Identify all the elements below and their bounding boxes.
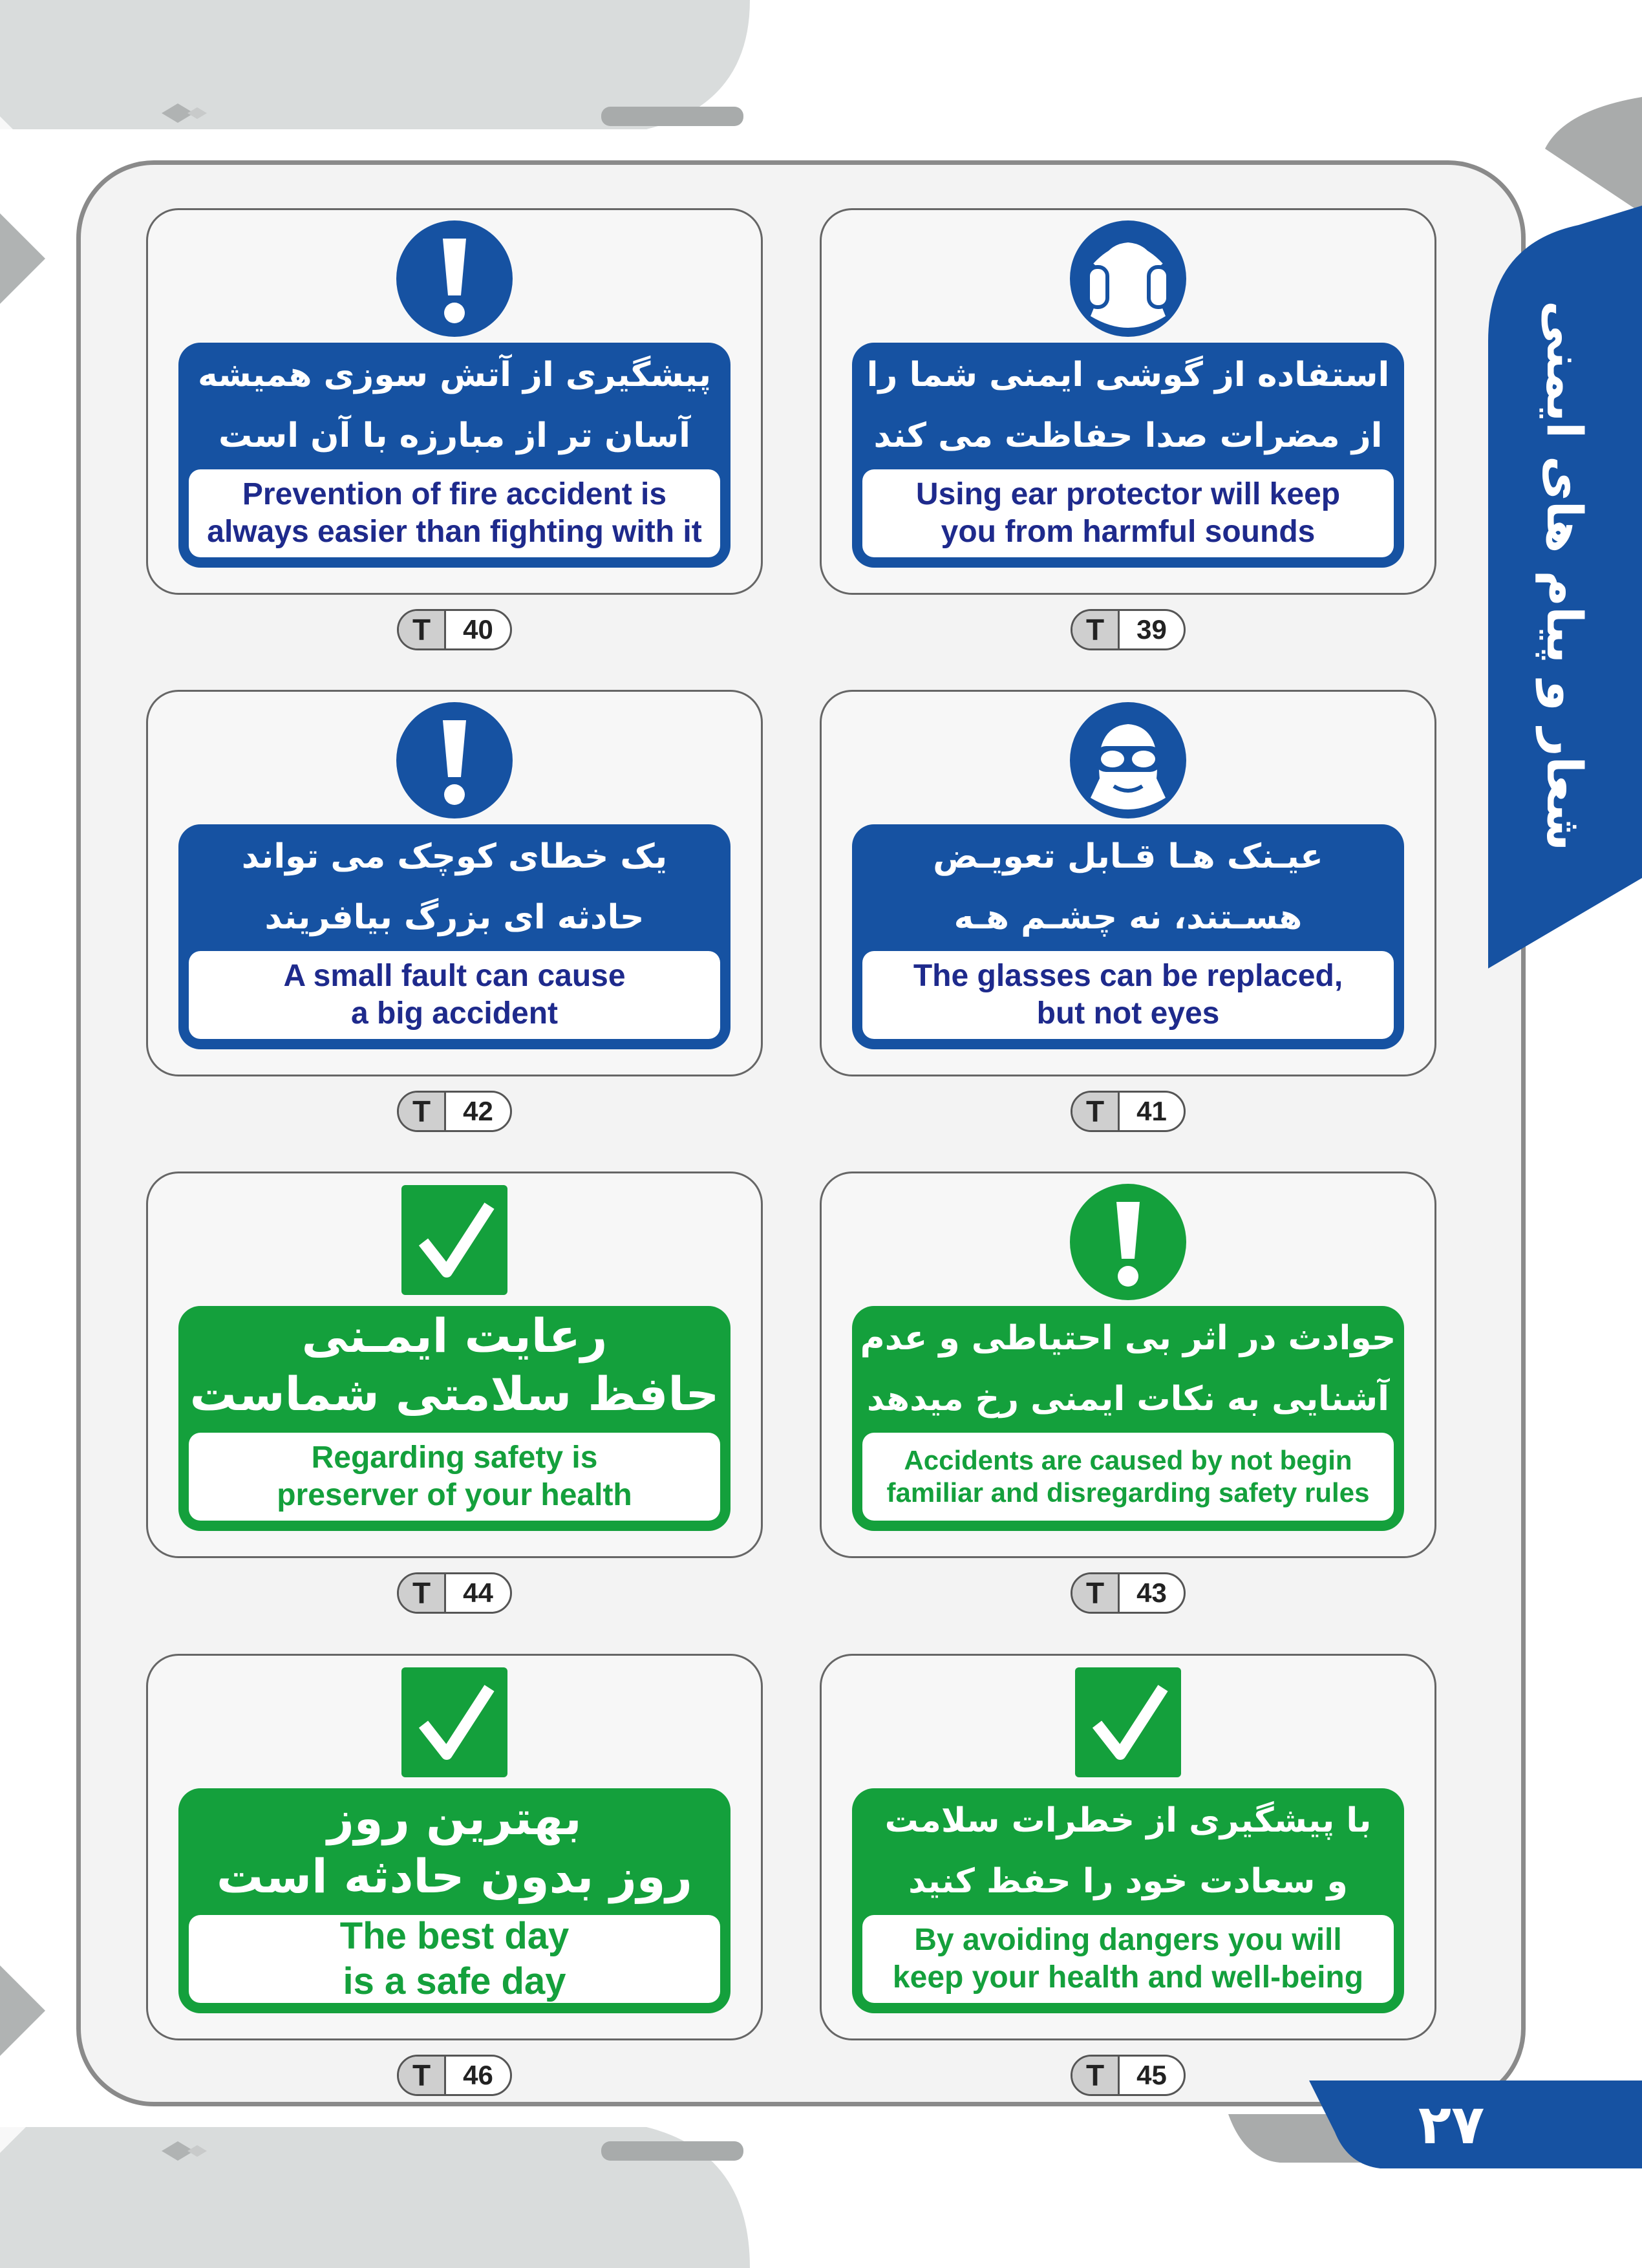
sign-plate: [852, 1306, 1404, 1531]
english-text-line-2: preserver of your health: [277, 1478, 632, 1512]
exclamation-icon: [395, 701, 514, 820]
sign-code-badge: [1071, 609, 1186, 650]
code-number: 43: [1136, 1578, 1167, 1608]
persian-text-line-1: بهترین روز: [327, 1791, 582, 1845]
code-number: 40: [463, 614, 493, 645]
code-letter: T: [399, 1093, 446, 1130]
persian-text-line-2: آشنایی به نکات ایمنی رخ میدهد: [867, 1380, 1389, 1418]
sign-code-badge: [397, 609, 512, 650]
sign-plate: [178, 343, 730, 568]
persian-text-line-2: از مضرات صدا حفاظت می کند: [873, 416, 1383, 455]
persian-text-line-1: حوادث در اثر بی احتیاطی و عدم: [860, 1319, 1396, 1358]
persian-text-line-2: هسـتند، نه چشـم هـه: [954, 898, 1303, 937]
persian-text-line-1: یک خطای کوچک می تواند: [241, 837, 668, 876]
persian-text-line-1: عیـنک هـا قـابل تعویـض: [933, 837, 1323, 876]
english-text-line-1: Accidents are caused by not begin: [904, 1445, 1352, 1475]
code-letter: T: [1072, 611, 1120, 648]
page-number: ۲۷: [1418, 2093, 1485, 2156]
english-text-line-1: By avoiding dangers you will: [914, 1923, 1342, 1957]
sign-code-badge: [397, 2055, 512, 2096]
english-text-line-1: Regarding safety is: [311, 1440, 598, 1475]
english-text-box: [189, 1915, 720, 2003]
sign-card: [820, 1654, 1436, 2040]
code-letter: T: [1072, 1093, 1120, 1130]
ear-protection-icon: [1069, 219, 1188, 338]
english-text-line-2: familiar and disregarding safety rules: [886, 1477, 1370, 1508]
sign-plate: [852, 343, 1404, 568]
english-text-box: [862, 1915, 1394, 2003]
english-text-box: [862, 469, 1394, 557]
english-text-box: [189, 469, 720, 557]
english-text-line-2: keep your health and well-being: [892, 1960, 1364, 1995]
english-text-line-2: but not eyes: [1036, 996, 1220, 1031]
sign-card: [146, 1654, 763, 2040]
persian-text-line-2: حادثه ای بزرگ بیافریند: [264, 898, 645, 937]
code-letter: T: [399, 1574, 446, 1612]
sign-plate: [852, 1788, 1404, 2013]
sign-card: [146, 208, 763, 595]
checkmark-icon: [395, 1665, 514, 1784]
code-number: 41: [1136, 1096, 1167, 1126]
english-text-box: [189, 951, 720, 1039]
persian-text-line-2: و سعادت خود را حفظ کنید: [908, 1862, 1348, 1901]
sign-code-badge: [1071, 2055, 1186, 2096]
sign-code-badge: [1071, 1572, 1186, 1614]
english-text-line-1: The glasses can be replaced,: [913, 959, 1343, 993]
english-text-line-2: always easier than fighting with it: [207, 515, 702, 549]
code-number: 45: [1136, 2060, 1167, 2090]
persian-text-line-1: پیشگیری از آتش سوزی همیشه: [197, 356, 712, 394]
english-text-line-1: Prevention of fire accident is: [242, 477, 667, 511]
english-text-box: [189, 1433, 720, 1521]
sign-code-badge: [397, 1091, 512, 1132]
side-title: شعار و پیام های ایمنی: [1536, 300, 1594, 851]
sign-card: [146, 1171, 763, 1558]
code-number: 39: [1136, 614, 1167, 645]
persian-text-line-2: آسان تر از مبارزه با آن است: [219, 416, 690, 455]
sign-plate: [178, 1788, 730, 2013]
code-number: 46: [463, 2060, 493, 2090]
english-text-line-2: is a safe day: [343, 1960, 566, 2002]
exclamation-icon: [395, 219, 514, 338]
sign-plate: [852, 824, 1404, 1049]
code-number: 42: [463, 1096, 493, 1126]
persian-text-line-1: استفاده از گوشی ایمنی شما را: [866, 356, 1390, 394]
sign-code-badge: [1071, 1091, 1186, 1132]
sign-plate: [178, 1306, 730, 1531]
persian-text-line-1: رعایت ایمـنی: [301, 1309, 608, 1363]
persian-text-line-2: روز بدون حادثه است: [217, 1849, 692, 1903]
english-text-line-1: The best day: [339, 1915, 570, 1957]
persian-text-line-1: با پیشگیری از خطرات سلامت: [884, 1801, 1372, 1840]
exclamation-icon: [1069, 1182, 1188, 1301]
english-text-line-1: A small fault can cause: [283, 959, 626, 993]
sign-card: [820, 208, 1436, 595]
code-letter: T: [399, 2057, 446, 2094]
checkmark-icon: [395, 1182, 514, 1301]
persian-text-line-2: حافظ سلامتی شماست: [189, 1367, 720, 1421]
sign-card: [146, 690, 763, 1076]
english-text-box: [862, 1433, 1394, 1521]
english-text-box: [862, 951, 1394, 1039]
english-text-line-1: Using ear protector will keep: [915, 477, 1341, 511]
code-letter: T: [1072, 1574, 1120, 1612]
sign-plate: [178, 824, 730, 1049]
sign-card: [820, 690, 1436, 1076]
sign-code-badge: [397, 1572, 512, 1614]
english-text-line-2: you from harmful sounds: [941, 515, 1316, 549]
code-letter: T: [399, 611, 446, 648]
sign-card: [820, 1171, 1436, 1558]
code-letter: T: [1072, 2057, 1120, 2094]
english-text-line-2: a big accident: [350, 996, 559, 1031]
checkmark-icon: [1069, 1665, 1188, 1784]
safety-goggles-icon: [1069, 701, 1188, 820]
code-number: 44: [463, 1578, 493, 1608]
